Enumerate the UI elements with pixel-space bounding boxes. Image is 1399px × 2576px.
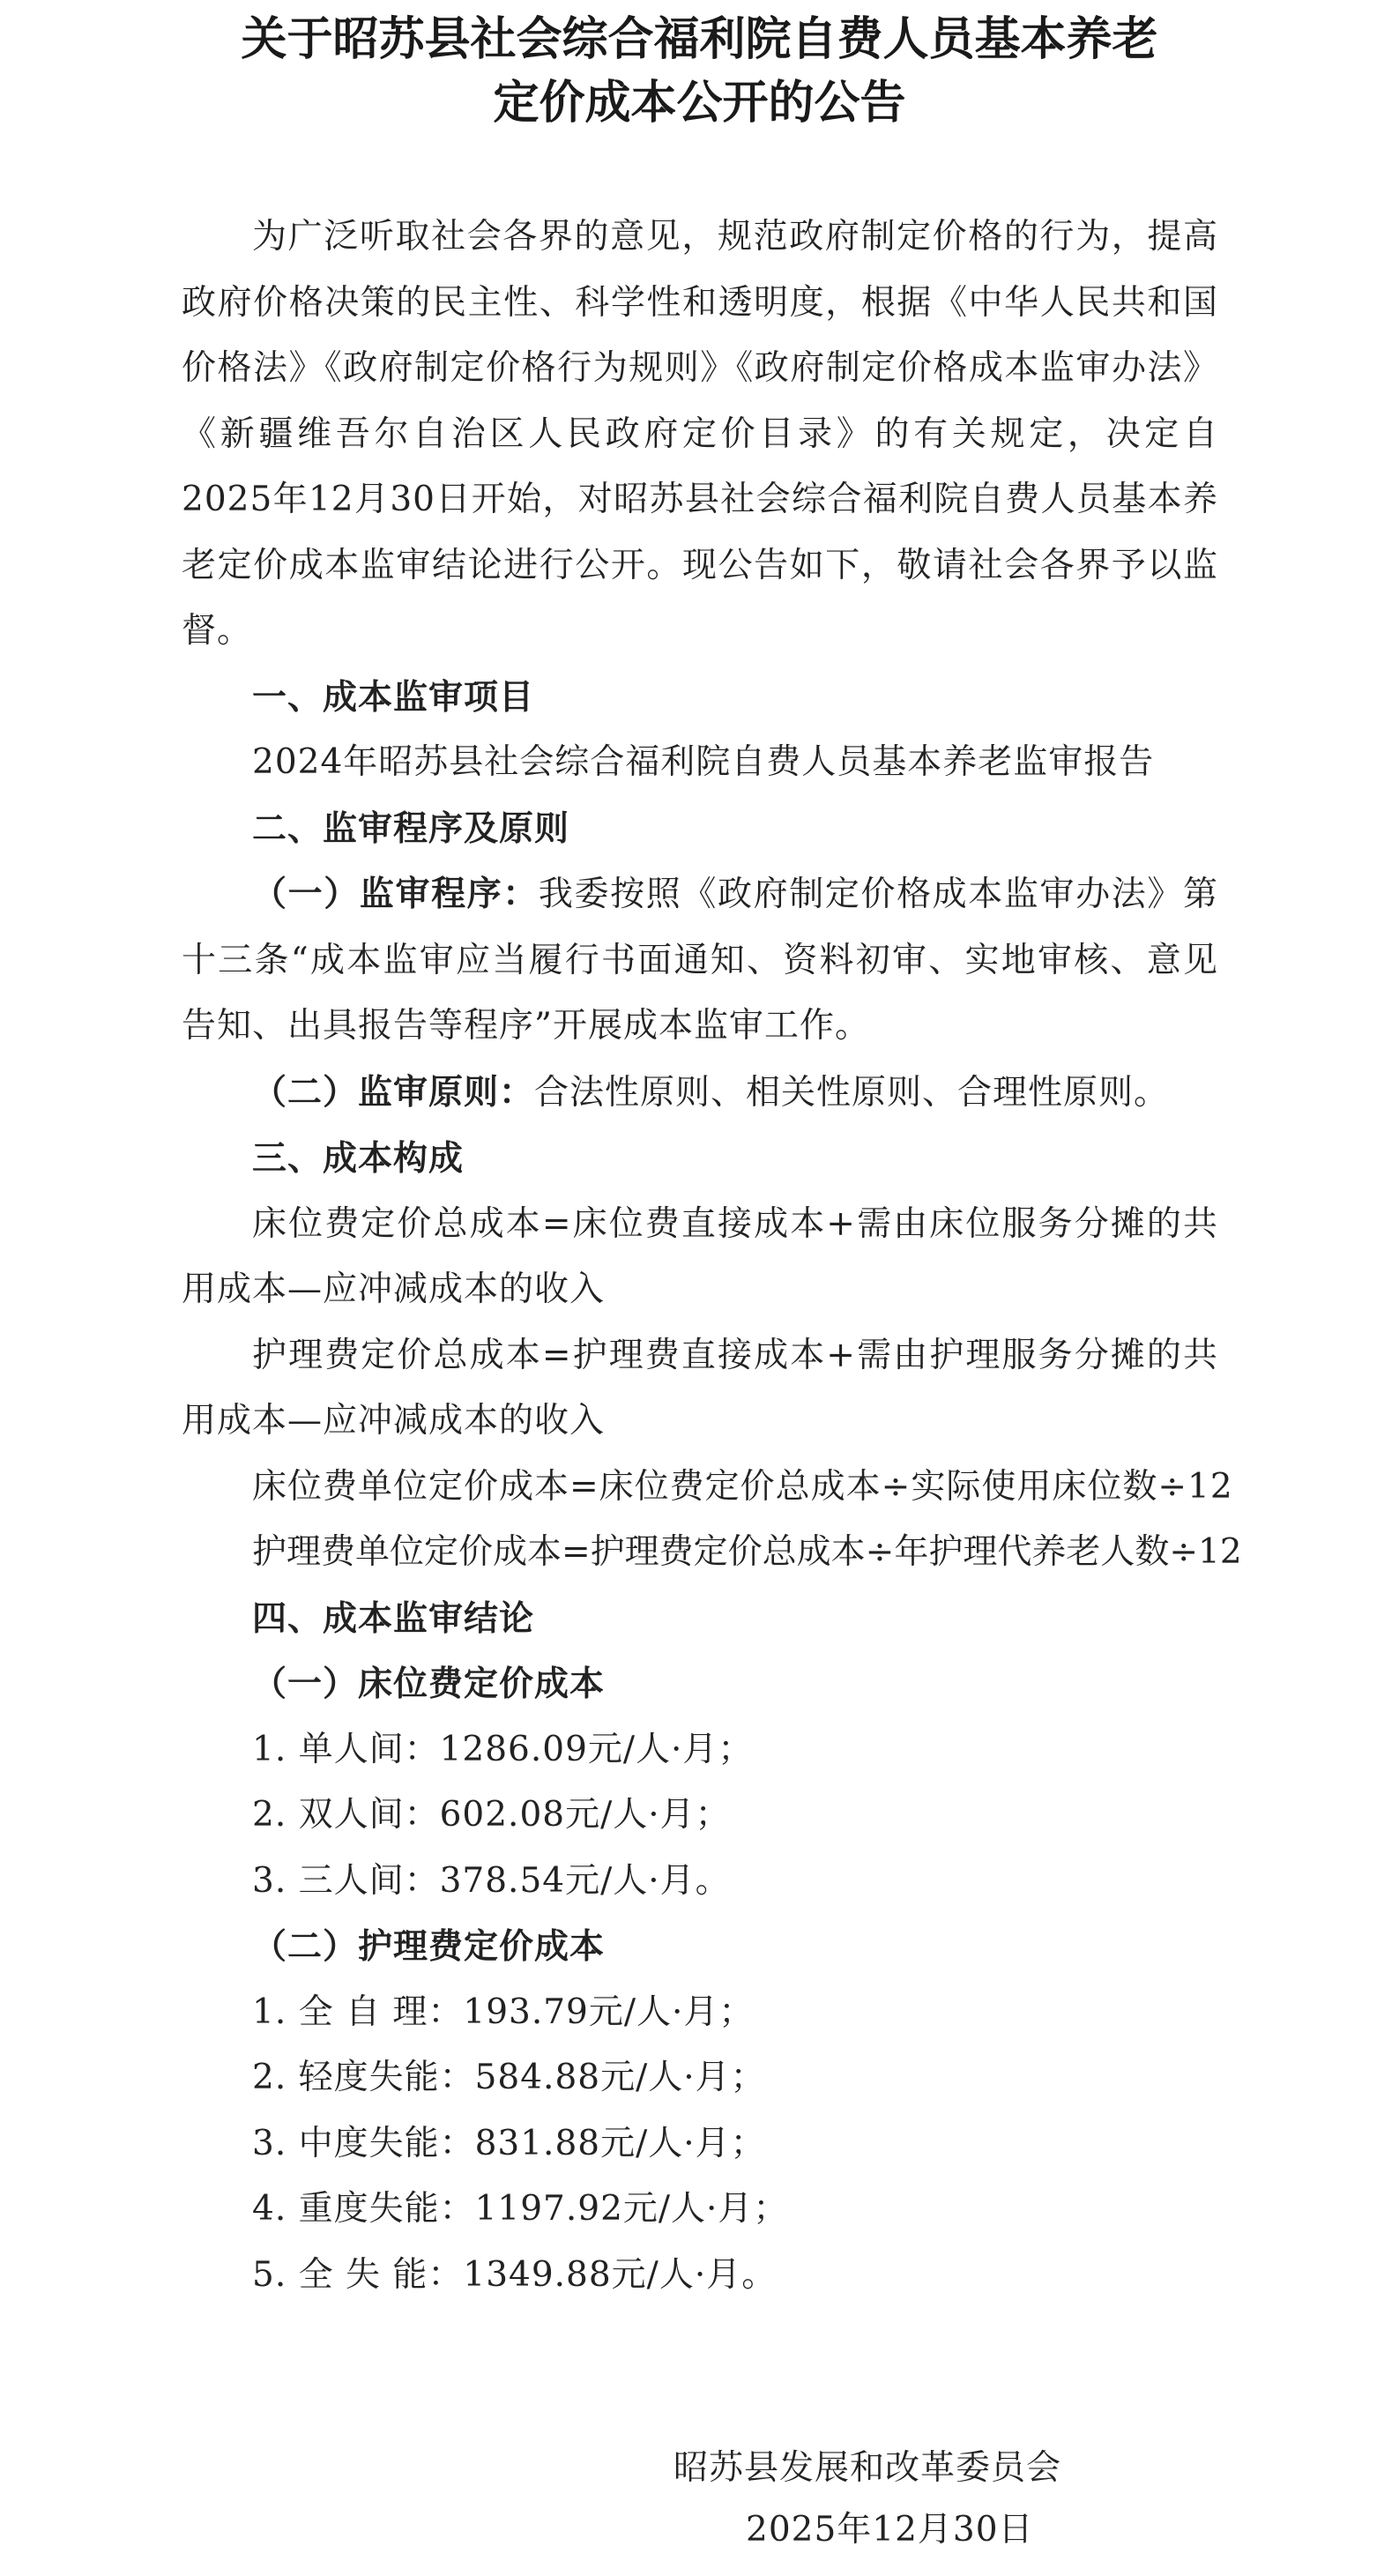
procedure-label: （一）监审程序： — [252, 874, 539, 914]
formula-care-unit: 护理费单位定价成本=护理费定价总成本÷年护理代养老人数÷12 — [252, 1532, 1242, 1572]
principle-paragraph — [182, 1060, 1218, 1127]
document-title-line-2: 定价成本公开的公告 — [493, 76, 906, 130]
formula-bed-unit: 床位费单位定价成本=床位费定价总成本÷实际使用床位数÷12 — [252, 1466, 1233, 1507]
care-cost-item: 1. 全 自 理：193.79元/人·月； — [252, 1992, 755, 2032]
section-1-heading: 一、成本监审项目 — [252, 676, 535, 718]
bed-cost-item: 3. 三人间：378.54元/人·月。 — [252, 1860, 731, 1901]
care-cost-item: 3. 中度失能：831.88元/人·月； — [252, 2123, 766, 2163]
formula-bed-total: 床位费定价总成本=床位费直接成本+需由床位服务分摊的共用成本—应冲减成本的收入 — [182, 1203, 1218, 1309]
document-body — [182, 205, 1242, 2308]
signature-organization: 昭苏县发展和改革委员会 — [673, 2448, 1062, 2488]
care-cost-heading: （二）护理费定价成本 — [252, 1926, 606, 1967]
bed-cost-item: 2. 双人间：602.08元/人·月； — [252, 1795, 731, 1835]
intro-paragraph: 为广泛听取社会各界的意见，规范政府制定价格的行为，提高政府价格决策的民主性、科学性和透明度，根据《中华人民共和国价格法》《政府制定价格行为规则》《政府制定价格成本监审办法》《新疆维吾尔自治区人民政府定价目录》的有关规定，决定自2025年12月30日开始，对昭苏县社会综合福利院自费人员基本养老定价成本监审结论进行公开。现公告如下，敬请社会各界予以监督。 — [182, 217, 1218, 651]
procedure-text: 我委按照《政府制定价格成本监审办法》第十三条“成本监审应当履行书面通知、资料初审、实地审核、意见告知、出具报告等程序”开展成本监审工作。 — [182, 875, 1218, 1046]
care-cost-item: 2. 轻度失能：584.88元/人·月； — [252, 2058, 766, 2097]
principle-text: 合法性原则、相关性原则、合理性原则。 — [534, 1072, 1170, 1113]
bed-cost-item: 1. 单人间：1286.09元/人·月； — [252, 1729, 754, 1769]
care-cost-item: 5. 全 失 能：1349.88元/人·月。 — [252, 2254, 778, 2295]
section-3-heading: 三、成本构成 — [252, 1138, 465, 1179]
formula-care-total: 护理费定价总成本=护理费直接成本+需由护理服务分摊的共用成本—应冲减成本的收入 — [182, 1335, 1218, 1441]
section-1-content: 2024年昭苏县社会综合福利院自费人员基本养老监审报告 — [252, 742, 1155, 782]
procedure-paragraph — [182, 861, 1218, 1060]
document-title-line-1: 关于昭苏县社会综合福利院自费人员基本养老 — [241, 12, 1158, 66]
care-cost-item: 4. 重度失能：1197.92元/人·月； — [252, 2189, 789, 2229]
section-2-heading: 二、监审程序及原则 — [252, 808, 570, 849]
signature-date: 2025年12月30日 — [746, 2510, 1034, 2550]
section-4-heading: 四、成本监审结论 — [252, 1597, 535, 1639]
bed-cost-heading: （一）床位费定价成本 — [252, 1664, 606, 1704]
principle-label: （二）监审原则： — [252, 1071, 535, 1113]
